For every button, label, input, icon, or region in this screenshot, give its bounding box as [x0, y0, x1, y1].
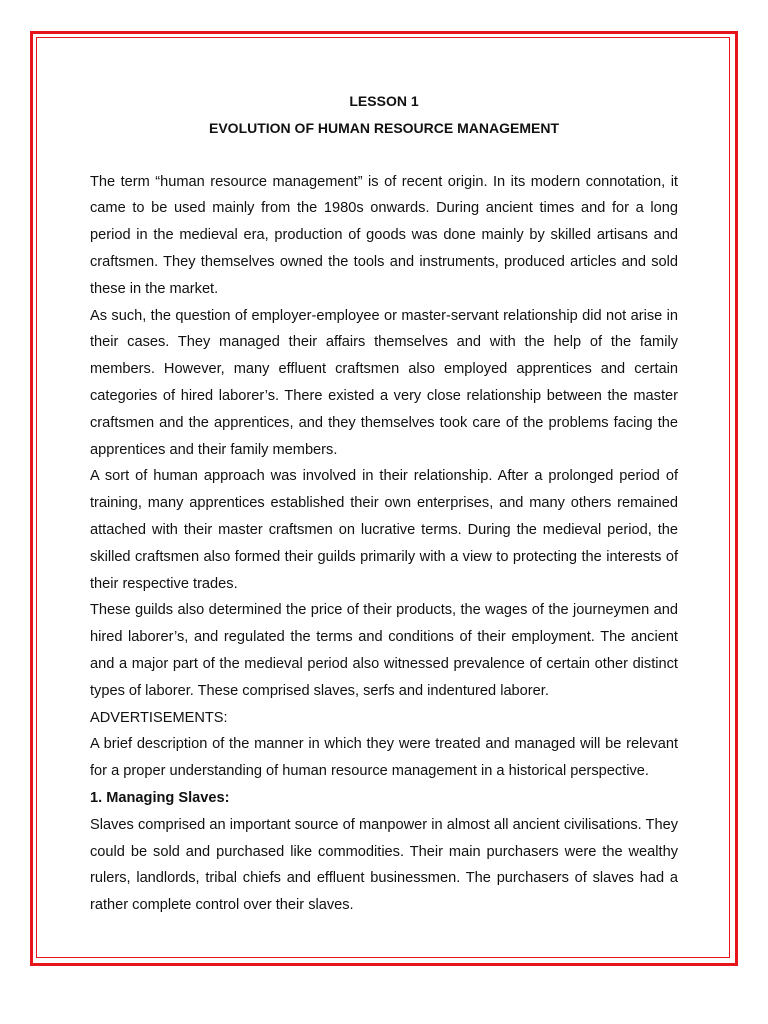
- lesson-number: LESSON 1: [349, 93, 419, 109]
- lesson-title: EVOLUTION OF HUMAN RESOURCE MANAGEMENT: [209, 119, 559, 136]
- paragraph-description: A brief description of the manner in which they were treated and managed will be relevant for a proper understanding of human resource management in a historical perspective.: [90, 736, 678, 780]
- paragraph-intro: The term “human resource management” is of recent origin. In its modern connotation, it came to be used mainly from the 1980s onwards. During ancient times and for a long period in the medieval era, production of goods was done mainly by skilled artisans and craftsmen. They themselves owned the tools and instruments, produced articles and sold these in the market.: [90, 173, 678, 297]
- advertisements-label: ADVERTISEMENTS:: [90, 709, 228, 726]
- paragraph-guilds: These guilds also determined the price of their products, the wages of the journeymen and hired laborer’s, and regulated the terms and conditions of their employment. The ancient and a major part of the medieval period also witnessed prevalence of certain other distinct types of laborer. These comprised slaves, serfs and indentured laborer.: [90, 602, 678, 699]
- paragraph-human-approach: A sort of human approach was involved in their relationship. After a prolonged period of training, many apprentices established their own enterprises, and many others remained attached with their master craftsmen on lucrative terms. During the medieval period, the skilled craftsmen also formed their guilds primarily with a view to protecting the interests of their respective trades.: [90, 468, 678, 592]
- document-body: [90, 88, 678, 919]
- paragraph-relationship: As such, the question of employer-employee or master-servant relationship did not arise in their cases. They managed their affairs themselves and with the help of the family members. However, many effluent craftsmen also employed apprentices and certain categories of hired laborer’s. There existed a very close relationship between the master craftsmen and the apprentices, and they themselves took care of the problems facing the apprentices and their family members.: [90, 307, 678, 458]
- section-title-managing-slaves: 1. Managing Slaves:: [90, 789, 230, 806]
- paragraph-slaves: Slaves comprised an important source of manpower in almost all ancient civilisations. They could be sold and purchased like commodities. Their main purchasers were the wealthy rulers, landlords, tribal chiefs and effluent businessmen. The purchasers of slaves had a rather complete control over their slaves.: [90, 816, 678, 914]
